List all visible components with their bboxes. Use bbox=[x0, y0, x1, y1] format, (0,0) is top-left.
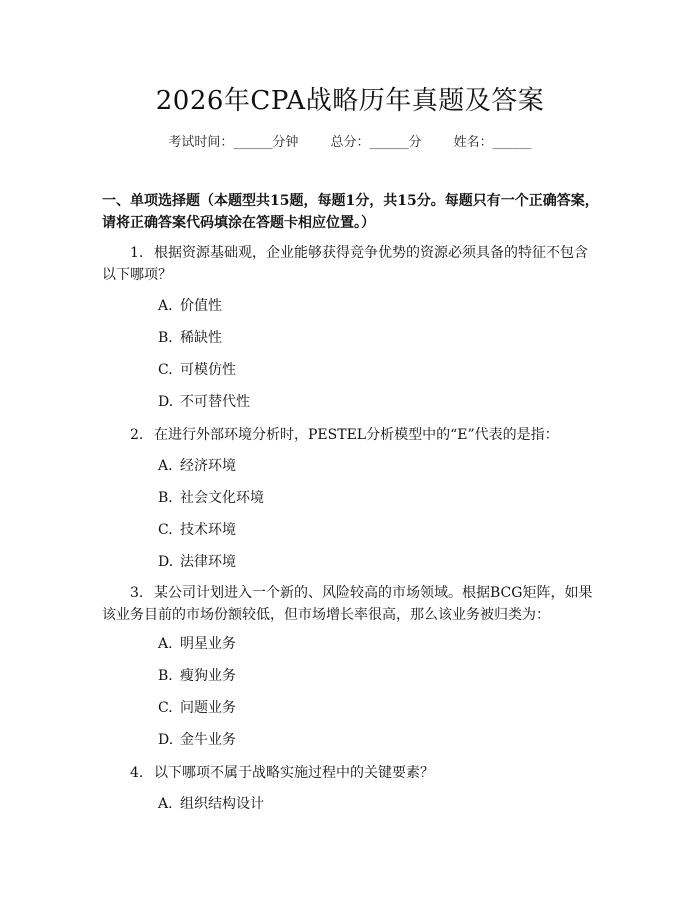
option-text: 问题业务 bbox=[180, 700, 236, 716]
question-text: 在进行外部环境分析时，PESTEL分析模型中的“E”代表的是指： bbox=[154, 427, 559, 443]
question-1-option-b bbox=[158, 328, 222, 348]
option-text: 技术环境 bbox=[180, 522, 236, 538]
option-letter: D. bbox=[158, 732, 174, 748]
option-letter: A. bbox=[158, 796, 173, 812]
question-3-option-d bbox=[158, 730, 236, 750]
question-4 bbox=[102, 762, 600, 784]
question-text: 以下哪项不属于战略实施过程中的关键要素？ bbox=[154, 765, 434, 781]
option-text: 明星业务 bbox=[180, 636, 236, 652]
section-heading: 一、单项选择题（本题型共15题，每题1分，共15分。每题只有一个正确答案，请将正确答案代码填涂在答题卡相应位置。） bbox=[102, 193, 599, 231]
name-label: 姓名：______ bbox=[453, 135, 532, 150]
option-text: 组织结构设计 bbox=[180, 796, 264, 812]
option-letter: B. bbox=[158, 490, 173, 506]
option-text: 不可替代性 bbox=[180, 394, 250, 410]
option-letter: B. bbox=[158, 668, 173, 684]
option-letter: D. bbox=[158, 554, 174, 570]
option-text: 法律环境 bbox=[180, 554, 236, 570]
question-3-option-b bbox=[158, 666, 236, 686]
question-number: 2. bbox=[130, 427, 144, 443]
question-2-option-b bbox=[158, 488, 264, 508]
question-1-option-d bbox=[158, 392, 250, 412]
question-2-option-a bbox=[158, 456, 236, 476]
option-text: 稀缺性 bbox=[180, 330, 222, 346]
question-4-option-a bbox=[158, 794, 264, 814]
exam-time-label: 考试时间：______分钟 bbox=[168, 135, 299, 150]
question-number: 4. bbox=[130, 765, 144, 781]
question-2-option-d bbox=[158, 552, 236, 572]
question-number: 1. bbox=[130, 245, 144, 261]
question-2-option-c bbox=[158, 520, 236, 540]
total-score-label: 总分：______分 bbox=[330, 135, 422, 150]
question-1 bbox=[102, 242, 600, 286]
option-text: 价值性 bbox=[180, 298, 222, 314]
question-1-option-a bbox=[158, 296, 222, 316]
option-text: 金牛业务 bbox=[180, 732, 236, 748]
question-3-option-a bbox=[158, 634, 236, 654]
question-3-option-c bbox=[158, 698, 236, 718]
question-text: 根据资源基础观，企业能够获得竞争优势的资源必须具备的特征不包含以下哪项？ bbox=[102, 245, 588, 283]
exam-meta bbox=[0, 131, 700, 150]
option-text: 瘦狗业务 bbox=[180, 668, 236, 684]
question-1-option-c bbox=[158, 360, 236, 380]
question-3 bbox=[102, 582, 600, 626]
option-text: 可模仿性 bbox=[180, 362, 236, 378]
question-text: 某公司计划进入一个新的、风险较高的市场领域。根据BCG矩阵，如果该业务目前的市场份额较低，但市场增长率很高，那么该业务被归类为： bbox=[102, 585, 593, 623]
question-number: 3. bbox=[130, 585, 144, 601]
option-letter: C. bbox=[158, 700, 173, 716]
option-letter: D. bbox=[158, 394, 174, 410]
option-letter: A. bbox=[158, 298, 173, 314]
option-letter: C. bbox=[158, 522, 173, 538]
option-text: 社会文化环境 bbox=[180, 490, 264, 506]
option-letter: B. bbox=[158, 330, 173, 346]
question-2 bbox=[102, 424, 600, 446]
document-title: 2026年CPA战略历年真题及答案 bbox=[155, 86, 545, 116]
option-text: 经济环境 bbox=[180, 458, 236, 474]
option-letter: A. bbox=[158, 636, 173, 652]
option-letter: C. bbox=[158, 362, 173, 378]
option-letter: A. bbox=[158, 458, 173, 474]
